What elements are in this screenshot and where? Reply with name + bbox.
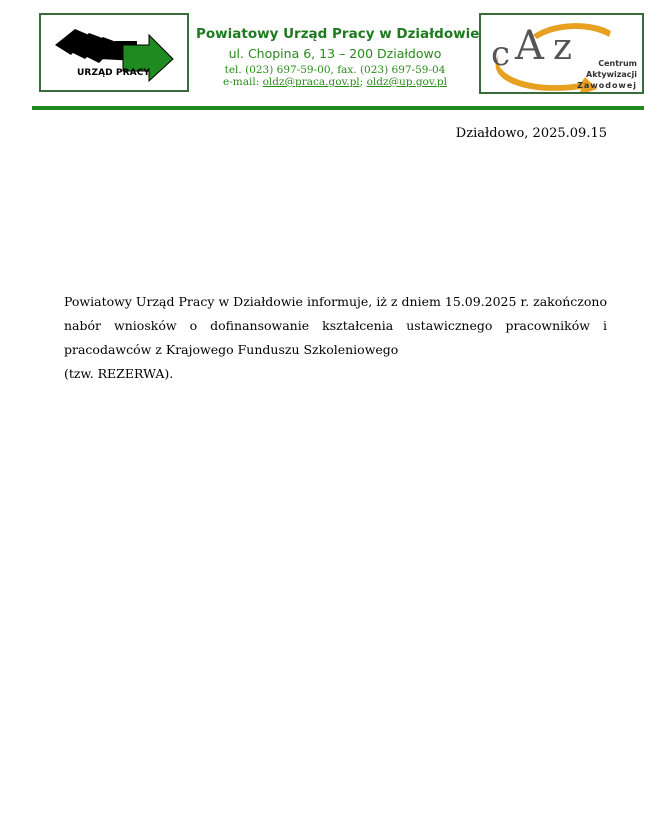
caz-mark-c: c [491, 34, 511, 74]
email-link-2[interactable]: oldz@up.gov.pl [366, 76, 447, 88]
document-body [64, 290, 607, 386]
office-phone: tel. (023) 697-59-00, fax. (023) 697-59-04 [224, 64, 446, 76]
caz-line-1: Centrum [598, 59, 637, 68]
document-date: Działdowo, 2025.09.15 [455, 126, 607, 141]
letterhead [196, 26, 480, 88]
cards-arrow-icon [41, 15, 191, 94]
email-link-1[interactable]: oldz@praca.gov.pl [262, 76, 360, 88]
office-address: ul. Chopina 6, 13 – 200 Działdowo [228, 46, 442, 61]
caz-line-2: Aktywizacji [586, 70, 637, 79]
urzad-pracy-logo [39, 13, 189, 92]
logo-left-text: URZĄD PRACY [77, 68, 151, 78]
header-divider [32, 106, 644, 110]
email-separator: ; [359, 76, 367, 88]
caz-mark-z: z [553, 27, 572, 68]
caz-mark-a: A [515, 23, 544, 69]
office-email [196, 76, 474, 88]
caz-logo [479, 13, 644, 94]
email-prefix: e-mail: [223, 76, 263, 88]
body-paragraph: Powiatowy Urząd Pracy w Działdowie informuje, iż z dniem 15.09.2025 r. zakończono nabór wniosków o dofinansowanie kształcenia ustawicznego pracowników i pracodawców z Krajowego Funduszu Szkoleniowego [64, 294, 607, 357]
office-title: Powiatowy Urząd Pracy w Działdowie [196, 26, 480, 42]
caz-line-3: Zawodowej [577, 81, 637, 90]
body-paragraph-end: (tzw. REZERWA). [64, 366, 174, 381]
